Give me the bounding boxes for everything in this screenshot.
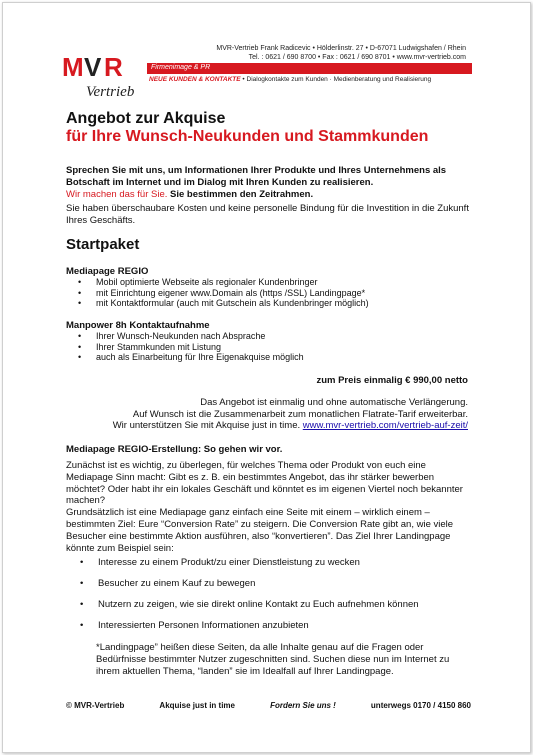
- section-paragraph-2: Grundsätzlich ist eine Mediapage ganz einfach eine Seite mit einem – wirklich einem – bestimmten Ziel: Eure “Conversion Rate” zu steigern. Die Conversion Rate gibt an, wie viele Besucher eine bestimmte Aktion ausführen, also “konvertieren”. Das Ziel Ihrer Landingpage könnte zum Beispiel sein:: [66, 507, 454, 554]
- note-line-3-text: Wir unterstützen Sie mit Akquise just in time.: [112, 420, 303, 431]
- note-line-2: Auf Wunsch ist die Zusammenarbeit zum monatlichen Flatrate-Tarif erweiterbar.: [132, 408, 468, 420]
- list-item: • auch als Einarbeitung für Ihre Eigenakquise möglich: [78, 352, 304, 363]
- landingpage-footnote: *Landingpage” heißen diese Seiten, da alle Inhalte genau auf die Fragen oder Bedürfnisse bestimmter Nutzer zugeschnitten sind. Suchen diese nun im Internet zu ihrem aktuellen Thema, “landen” sie im Idealfall auf Ihrer Landingpage.: [96, 642, 450, 677]
- bar-label: Firmenimage & PR: [151, 64, 211, 71]
- address-line-2: Tel. : 0621 / 690 8700 • Fax : 0621 / 690 8701 • www.mvr-vertrieb.com: [248, 54, 466, 61]
- offer-note: [48, 397, 468, 432]
- section-paragraph-1: Zunächst ist es wichtig, zu überlegen, für welches Thema oder Produkt von euch eine Mediapage Sinn macht: Gibt es z. B. ein bestimmtes Angebot, das ihr stärker bewerben möchtet? Oder habt ihr ein lokales Geschäft und könntet es im eigenen Viertel noch bekannter machen?: [66, 460, 463, 507]
- list-item: • mit Kontaktformular (auch mit Gutschein als Kundenbringer möglich): [78, 298, 369, 309]
- price: zum Preis einmalig € 990,00 netto: [316, 375, 468, 386]
- company-address: [216, 44, 466, 62]
- footer-fordern: Fordern Sie uns !: [270, 701, 336, 710]
- goals-list: [80, 557, 419, 641]
- tagline-highlight: NEUE KUNDEN & KONTAKTE: [149, 76, 241, 83]
- list-item: • Mobil optimierte Webseite als regionaler Kundenbringer: [78, 277, 369, 288]
- intro-red-text: Wir machen das für Sie.: [66, 189, 168, 200]
- note-line-1: Das Angebot ist einmalig und ohne automatische Verlängerung.: [200, 397, 468, 408]
- list-item: • Interesse zu einem Produkt/zu einer Dienstleistung zu wecken: [80, 557, 419, 578]
- list-item: • mit Einrichtung eigener www.Domain als (https /SSL) Landingpage*: [78, 288, 369, 299]
- list-item: • Interessierten Personen Informationen anzubieten: [80, 620, 419, 641]
- page-subtitle: für Ihre Wunsch-Neukunden und Stammkunden: [66, 128, 429, 145]
- svg-text:M: M: [62, 52, 84, 82]
- manpower-list: [78, 331, 304, 363]
- list-item: • Ihrer Stammkunden mit Listung: [78, 342, 304, 353]
- list-item: • Ihrer Wunsch-Neukunden nach Absprache: [78, 331, 304, 342]
- address-line-1: MVR-Vertrieb Frank Radicevic • Hölderlinstr. 27 • D-67071 Ludwigshafen / Rhein: [216, 45, 466, 52]
- intro-info: Sie haben überschaubare Kosten und keine personelle Bindung für die Investition in die Zukunft Ihres Geschäfts.: [66, 203, 469, 226]
- list-item: • Nutzern zu zeigen, wie sie direkt online Kontakt zu Euch aufnehmen können: [80, 599, 419, 620]
- startpaket-heading: Startpaket: [66, 236, 140, 253]
- manpower-title: Manpower 8h Kontaktaufnahme: [66, 320, 210, 331]
- mediapage-list: [78, 277, 369, 309]
- section-heading: Mediapage REGIO-Erstellung: So gehen wir vor.: [66, 444, 283, 455]
- mediapage-title: Mediapage REGIO: [66, 266, 149, 277]
- svg-text:R: R: [104, 52, 123, 82]
- svg-text:Vertrieb: Vertrieb: [86, 84, 135, 100]
- footer-copyright: © MVR-Vertrieb: [66, 701, 125, 710]
- header-tagline: [149, 76, 431, 83]
- tagline-text: • Dialogkontakte zum Kunden · Medienberatung und Realisierung: [240, 76, 432, 83]
- intro-claim: [66, 189, 313, 200]
- mvr-logo: [62, 50, 137, 102]
- section-body: [66, 460, 474, 554]
- svg-text:V: V: [84, 52, 102, 82]
- intro-bold-text: Sie bestimmen den Zeitrahmen.: [167, 189, 314, 200]
- page-footer: [66, 701, 471, 710]
- list-item: • Besucher zu einem Kauf zu bewegen: [80, 578, 419, 599]
- website-link[interactable]: www.mvr-vertrieb.com/vertrieb-auf-zeit/: [302, 420, 468, 431]
- page-title: Angebot zur Akquise: [66, 110, 226, 127]
- header-red-bar: [147, 63, 472, 74]
- intro-text: Sprechen Sie mit uns, um Informationen Ihrer Produkte und Ihres Unternehmens als Botschaft im Internet und im Dialog mit Ihren Kunden zu realisieren.: [66, 165, 447, 188]
- footer-phone: unterwegs 0170 / 4150 860: [370, 701, 471, 710]
- footer-akquise: Akquise just in time: [159, 701, 235, 710]
- note-line-3: [48, 420, 468, 432]
